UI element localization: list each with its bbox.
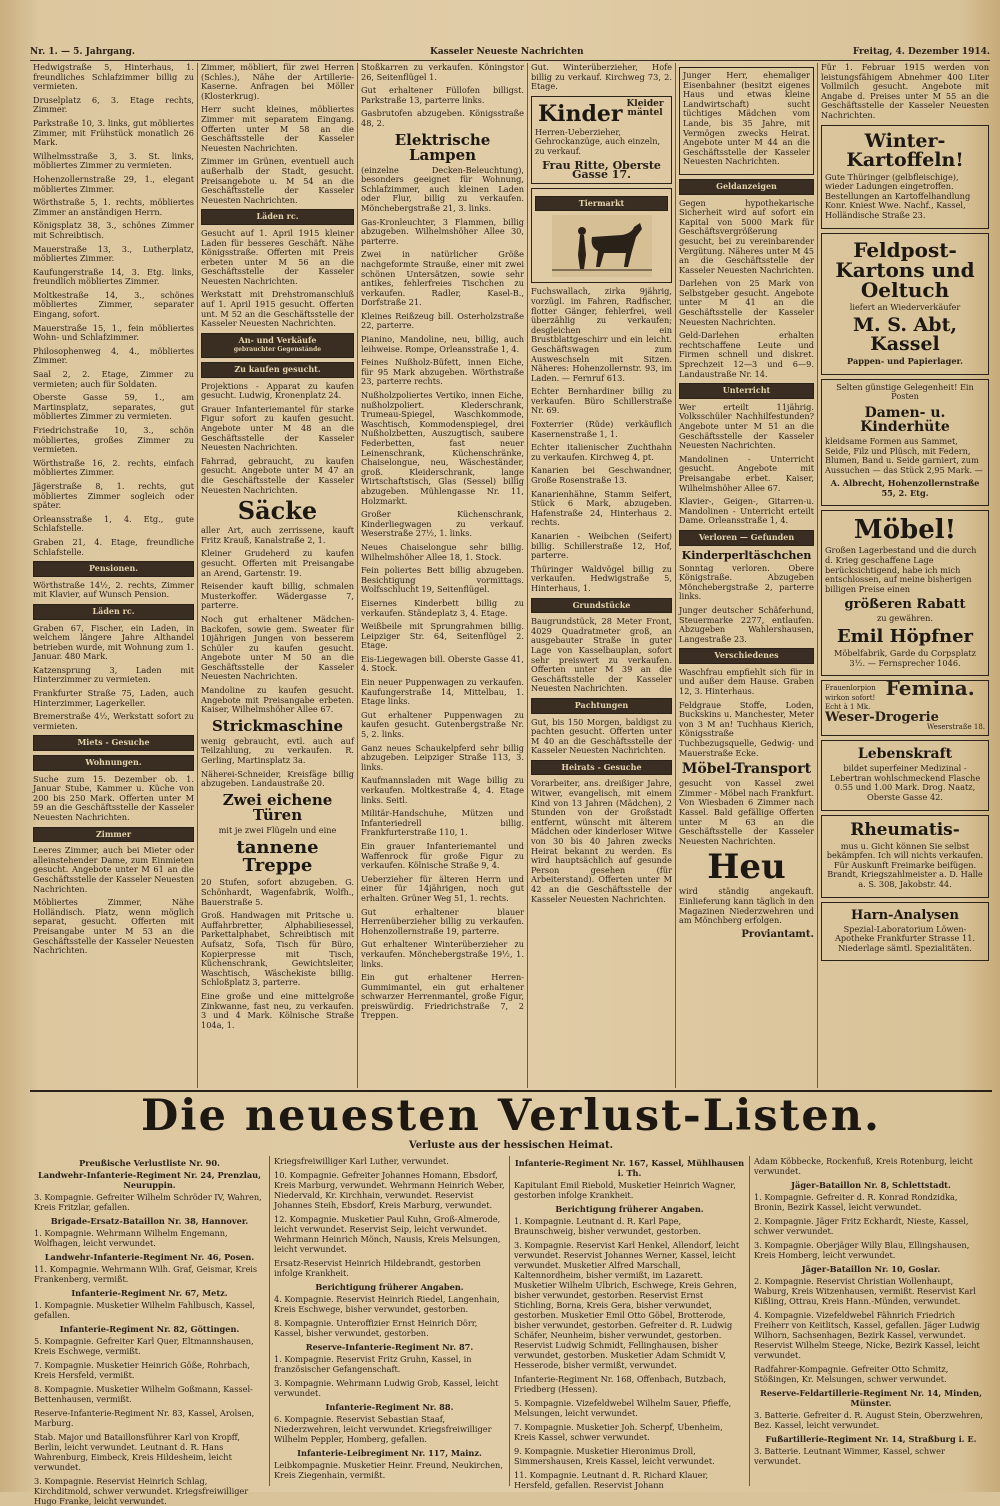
personal-ad-box	[679, 67, 814, 175]
casualty-entry: Adam Köbbecke, Rockenfuß, Kreis Rotenburg, leicht verwundet.	[754, 1156, 973, 1176]
classified-ad: Reisender kauft billig, schmalen Musterkoffer. Wädergasse 7, parterre.	[201, 581, 354, 611]
classified-ad: Vorarbeiter, ans. dreißiger Jahre, Witwer, evangelisch, mit einem Kind von 13 Jahren (Mädchen), 2 Stunden von der Großstadt entfernt, wünscht mit älterem Mädchen oder kinderloser Witwe von 30 bis 40 Jahren zwecks Heirat bekannt zu werden. Es wird hauptsächlich auf gesunde Person gesehen (für Arbeiterstand). Offerten unter M 42 an die Geschäftsstelle der Kasseler Neuesten Nachrichten.	[531, 778, 672, 904]
classified-ad: Baugrundstück, 28 Meter Front, 4029 Quadratmeter groß, an ausgebauter Straße in guter Lage von Kasselbauplan, sofort sehr preiswert zu verkaufen. Offerten unter M 39 an die Geschäftsstelle der Kasseler Neuesten Nachrichten.	[531, 616, 672, 694]
display-heading: Zwei eichene Türen	[222, 790, 333, 824]
classified-ad: Wilhelmsstraße 3, 3. St. links, möbliertes Zimmer zu vermieten.	[33, 150, 194, 171]
classified-ad: Gut erhaltener Winterüberzieher zu verkaufen. Mönchebergstraße 19½, 1. links.	[361, 939, 524, 969]
section-banner: Wohnungen.	[33, 755, 194, 771]
classified-ad: 20 Stufen, sofort abzugeben. G. Schönhardt, Wagenfabrik, Wolfh., Bauerstraße 5.	[201, 877, 354, 907]
unit-heading: Berichtigung früherer Angaben.	[315, 1282, 464, 1292]
classified-ad: Junger Herr, ehemaliger Eisenbahner (besitzt eigenes Haus und etwas kleine Landwirtschaft) sucht tüchtiges Mädchen vom Lande, bis 35 Jahre, mit Vermögen zwecks Heirat. Angebote unter M 44 an die Geschäftsstelle der Kasseler Neuesten Nachrichten.	[683, 70, 810, 167]
classified-ad: mit je zwei Flügeln und eine	[218, 824, 337, 835]
display-heading: M. S. Abt, Kassel	[853, 314, 957, 356]
section-banner: Läden rc.	[33, 604, 194, 620]
classified-ad: Ueberzieher für älteren Herrn und einer für 14jährigen, noch gut erhalten. Grüner Weg 51, 1. rechts.	[361, 873, 524, 903]
section-banner: Verloren — Gefunden	[679, 530, 814, 546]
unit-heading: Reserve-Feldartillerie-Regiment Nr. 14, Minden, Münster.	[760, 1388, 982, 1408]
banner-subtitle: gebrauchter Gegenstände	[233, 346, 322, 354]
classified-ad: Saal 2, 2. Etage, Zimmer zu vermieten; auch für Soldaten.	[33, 369, 194, 389]
classified-ad: Katzensprung 3, Laden mit Hinterzimmer zu vermieten.	[33, 664, 194, 685]
classified-ad: Großen Lagerbestand und die durch d. Krieg geschaffene Lage berücksichtigend, habe ich mich entschlossen, auf meine bisherigen billigen Preise einen	[825, 545, 977, 594]
classified-ad: Echter italienischer Zuchthahn zu verkaufen. Kirchweg 4, pt.	[531, 442, 672, 462]
unit-heading: Infanterie-Regiment Nr. 82, Göttingen.	[59, 1324, 240, 1334]
classified-ad: Kaufungerstraße 14, 3. Etg. links, freundlich möbliertes Zimmer.	[33, 266, 194, 287]
classified-ad: Graben 67, Fischer, ein Laden, in welchem längere Jahre Althandel betrieben wurde, mit Wohnung zum 1. Januar. 480 Mark.	[33, 622, 194, 662]
casualty-entry: Leibkompagnie. Musketier Heinr. Freund, Neukirchen, Kreis Ziegenhain, vermißt.	[274, 1460, 503, 1480]
casualty-entry: 2. Kompagnie. Reservist Christian Wollenhaupt, Waburg, Kreis Witzenhausen, vermißt. Reservist Karl Kißling, Ottrau, Kreis Hann.-Münden, verwundet.	[754, 1276, 976, 1306]
horse-icon	[552, 215, 652, 277]
classified-ad: Wörthstraße 5, 1. rechts, möbliertes Zimmer an anständigen Herrn.	[33, 197, 194, 217]
unit-heading: Landwehr-Infanterie-Regiment Nr. 24, Prenzlau, Neuruppin.	[38, 1170, 261, 1190]
classified-ad: Kleiner Grudeherd zu kaufen gesucht. Offerten mit Preisangabe an Arend, Gartenstr. 19.	[201, 548, 354, 578]
classified-ad: Bremerstraße 4½, Werkstatt sofort zu vermieten.	[33, 711, 194, 731]
classified-ad: Projektions - Apparat zu kaufen gesucht. Ludwig, Kronenplatz 24.	[201, 380, 354, 401]
classified-ad: (einzelne Decken-Beleuchtung), besonders geeignet für Wohnung, Schlafzimmer, auch kleinen Laden oder Flur, billig zu verkaufen. Mönchebergstraße 21, 3. links.	[361, 164, 524, 213]
classified-ad: Gute Thüringer (gelbfleischige), wieder Ladungen eingetroffen. Bestellungen an Kartoffelhandlung Konr. Kniest Wwe. Nachf., Kassel, Holländische Straße 23.	[825, 171, 971, 220]
classified-ad: kleidsame Formen aus Sammet, Seide, Filz und Plüsch, mit Federn, Blumen, Band u. Seide garniert, zum Aussuchen — das Stück 2,95 Mark. —	[825, 435, 983, 475]
casualty-entry: 4. Kompagnie. Vizefeldwebel Fähnrich Friedrich Freiherr von Keitlitsch, Kassel, gefallen. Jäger Ludwig Wilhorn, Sachsenhagen, Bezirk Kassel, verwundet. Reservist Wilhelm Steege, Nicke, Bezirk Kassel, leicht verwundet.	[754, 1310, 980, 1360]
lebertran-ad-box	[821, 740, 989, 810]
column-5	[676, 63, 818, 1088]
classified-ad: Oberste Gasse 59, 1., am Martinsplatz, separates, gut möbliertes Zimmer zu vermieten.	[33, 392, 194, 422]
classified-ad: Hedwigstraße 5, Hinterhaus, 1. freundliches Schlafzimmer billig zu vermieten.	[33, 62, 194, 92]
classified-ad: wenig gebraucht, evtl. auch auf Teilzahlung, zu verkaufen. R. Gerling, Martinsplatz 3a.	[201, 735, 354, 766]
ad-address: Frau Ritte, Oberste Gasse 17.	[542, 158, 661, 182]
display-heading: Winter-Kartoffeln!	[846, 129, 964, 171]
casualty-entry: 3. Batterie. Gefreiter d. R. August Stein, Oberzwehren, Bez. Kassel, leicht verwundet.	[754, 1410, 984, 1430]
classified-ad: gesucht von Kassel zwei Zimmer - Möbel nach Frankfurt. Von Wiesbaden 6 Zimmer nach Kassel. Bald gefällige Offerten unter M 63 an die Geschäftsstelle der Kasseler Neuesten Nachrichten.	[679, 778, 814, 846]
unit-heading: Jäger-Bataillon Nr. 8, Schlettstadt.	[791, 1180, 951, 1190]
classified-ad: Fahrrad, gebraucht, zu kaufen gesucht. Angebote unter M 47 an die Geschäftsstelle der Kasseler Neuesten Nachrichten.	[201, 455, 354, 495]
classified-ad: Fuchswallach, zirka 9jährig, vorzügl. im Fahren, Radfischer, flotter Gänger, fehlerfrei, weil überzählig zu verkaufen; desgleichen ein Brustblattgeschirr und ein leicht. Geschäftswagen zum Ausweschseln mit Sitzen. Näheres: Hohenzollernstr. 93, im Laden. — Fernruf 613.	[531, 286, 672, 383]
classified-ad: Eis-Liegewagen bill. Oberste Gasse 41, 4. Stock.	[361, 653, 524, 674]
casualty-entry: Ersatz-Reservist Heinrich Hildebrandt, gestorben infolge Krankheit.	[274, 1258, 481, 1278]
classified-ad: Wer erteilt 11jährig. Volksschüler Nachhilfestunden? Angebote unter M 51 an die Geschäftsstelle der Kasseler Neuesten Nachrichten.	[679, 401, 814, 451]
newspaper-title: Kasseler Neueste Nachrichten	[430, 47, 584, 57]
classified-ad: Gut, bis 150 Morgen, baldigst zu pachten gesucht. Offerten unter M 40 an die Geschäftsstelle der Kasseler Neuesten Nachrichten.	[531, 716, 672, 756]
display-subheading: Kleider mäntel	[626, 98, 664, 119]
classified-ad: aller Art, auch zerrissene, kauft Fritz Krauß, Kanalstraße 2, 1.	[201, 525, 354, 545]
section-banner: Pachtungen	[531, 698, 672, 714]
classified-ad: Möbelfabrik, Garde du Corpsplatz 3½. — Fernsprecher 1046.	[834, 648, 976, 668]
casualty-column-1	[30, 1156, 270, 1506]
section-banner: Miets - Gesuche	[33, 735, 194, 751]
tiermarkt-box	[531, 188, 672, 284]
classified-ad: Gasbrutofen abzugeben. Königsstraße 48, 2.	[361, 108, 524, 128]
kinder-ad-box	[531, 96, 672, 184]
casualty-entry: 12. Kompagnie. Musketier Paul Kuhn, Groß-Almerode, leicht verwundet. Reservist Seip, leicht verwundet. Wehrmann Heinrich Mönch, Nausis, Kreis Melsungen, leicht verwundet.	[274, 1214, 501, 1254]
casualty-column-4	[750, 1156, 992, 1486]
classified-ad: Möbliertes Zimmer, Nähe Holländisch. Platz, wenn möglich separat, gesucht. Offerten mit Preisangabe unter M 53 an die Geschäftsstelle der Kasseler Neuesten Nachrichten.	[33, 897, 194, 956]
classified-ad: Nußholzpoliertes Vertiko, innen Eiche, nußholzpoliert. Klederschrank, Trumeau-Spiegel, Waschkommode, Waschtisch, Kommodenspiegel, drei Nußholzbetten, Auszugtisch, saubere Federbetten, fast neuer Leinenschrank, Küchenschränke, Chaiselongue, neu, Wäscheständer, groß. Kleiderschrank, lange Wirtschaftstisch, Glas (Sessel) billig abzugeben. Mühlengasse Nr. 11, Holzmarkt.	[361, 390, 524, 506]
casualty-entry: 11. Kompagnie. Wehrmann Wilh. Graf, Geismar, Kreis Frankenberg, vermißt.	[34, 1264, 258, 1284]
classified-ad: Wörthstraße 14½, 2. rechts, Zimmer mit Klavier, auf Wunsch Pension.	[33, 579, 194, 600]
hut-ad-box	[821, 379, 989, 507]
casualty-entry: 9. Kompagnie. Musketier Hieronimus Droll, Simmershausen, Kreis Kassel, leicht verwundet.	[514, 1446, 715, 1466]
casualty-entry: 11. Kompagnie. Leutnant d. R. Richard Klauer, Hersfeld, gefallen. Reservist Johann	[514, 1470, 709, 1490]
issue-number: Nr. 1. — 5. Jahrgang.	[30, 47, 136, 57]
classified-ad: Werkstatt mit Drehstromanschluß auf 1. April 1915 gesucht. Offerten unt. M 52 an die Geschäftsstelle der Kasseler Neuesten Nachrichten.	[201, 289, 354, 329]
casualty-entry: 3. Kompagnie. Reservist Karl Henkel, Allendorf, leicht verwundet. Reservist Johannes Werner, Kassel, leicht verwundet. Musketier Alfred Marschall, Kaltennordheim, bisher vermißt, im Lazarett. Musketier Wilhelm Ulbrich, Eschwege, Kreis Gehren, bisher verwundet, gestorben. Reservist Ernst Stichling, Borna, Kreis Gera, bisher verwundet, gestorben. Musketier Emil Otto Göbel, Brotterode, bisher verwundet, gestorben. Gefreiter d. R. Ludwig Schäfer, Neunheim, bisher verwundet, gestorben. Reservist Ludwig Schmidt, Fellinghausen, bisher verwundet, gestorben. Musketier Adam Schmidt V, Hesserode, bisher vermißt, verwundet.	[514, 1240, 740, 1370]
classified-ad: Zwei in natürlicher Größe nachgeformte Strauße, einer mit zwei schönen Untersätzen, sowie sehr antikes, fehlerfreies Tischchen zu verkaufen. Radler, Kasel-B., Dorfstraße 21.	[361, 249, 524, 308]
unit-heading: Infanterie-Leibregiment Nr. 117, Mainz.	[297, 1448, 482, 1458]
casualty-entry: Infanterie-Regiment Nr. 168, Offenbach, Butzbach, Friedberg (Hessen).	[514, 1374, 727, 1394]
classified-ad: Philosophenweg 4, 4., möbliertes Zimmer.	[33, 345, 194, 366]
section-banner	[201, 333, 354, 358]
classified-ad: Ganz neues Schaukelpferd sehr billig abzugeben. Leipziger Straße 113, 3. links.	[361, 742, 524, 772]
classified-ad: Großer Küchenschrank, Kinderliegwagen zu verkauf. Weserstraße 27½, 1. links.	[361, 509, 524, 539]
section-banner: Pensionen.	[33, 561, 194, 577]
headline: Die neuesten Verlust-Listen.	[30, 1090, 992, 1140]
classified-ad: Pappen- und Papierlager.	[847, 356, 963, 367]
classified-ad: Königsplatz 38, 3., schönes Zimmer mit Schreibtisch.	[33, 220, 194, 240]
casualty-entry: 1. Kompagnie. Musketier Wilhelm Fahlbusch, Kassel, gefallen.	[34, 1300, 256, 1320]
classified-ad: Gas-Kronleuchter, 3 Flammen, billig abzugeben. Wilhelmshöher Allee 30, parterre.	[361, 216, 524, 246]
display-heading: Rheumatis-	[850, 819, 960, 840]
classified-ad: Pianino, Mandoline, neu, billig, auch leihweise. Rompe, Orleansstraße 1, 4.	[361, 334, 524, 354]
display-heading: Möbel!	[853, 515, 957, 546]
display-heading: Kinderperltäschchen	[681, 548, 812, 562]
column-6	[818, 63, 992, 1088]
display-heading: größeren Rabatt	[844, 597, 966, 613]
unit-heading: Brigade-Ersatz-Bataillon Nr. 38, Hannover.	[50, 1216, 249, 1226]
unit-heading: Landwehr-Infanterie-Regiment Nr. 46, Posen.	[44, 1252, 255, 1262]
display-heading: Lebenskraft	[857, 746, 953, 763]
classified-columns	[30, 63, 992, 1088]
casualty-entry: 4. Kompagnie. Reservist Heinrich Riedel, Langenhain, Kreis Eschwege, bisher verwundet, gestorben.	[274, 1294, 500, 1314]
casualty-entry: 1. Kompagnie. Reservist Fritz Gruhn, Kassel, in französischer Gefangenschaft.	[274, 1354, 472, 1374]
casualty-entry: 2. Kompagnie. Jäger Fritz Eckhardt, Nieste, Kassel, schwer verwundet.	[754, 1216, 969, 1236]
display-heading: Damen- u. Kinderhüte	[860, 404, 950, 435]
classified-ad: Gut erhaltener Puppenwagen zu kaufen gesucht. Gutenbergstraße Nr. 5, 2. links.	[361, 709, 524, 740]
classified-ad: Kanarien - Weibchen (Seifert) billig. Schillerstraße 12, Hof, parterre.	[531, 531, 672, 561]
unit-heading: Preußische Verlustliste Nr. 90.	[79, 1158, 220, 1168]
classified-ad: Eine große und eine mittelgroße Zinkwanne, fast neu, zu verkaufen. 3 und 4 Mark. Kölnische Straße 104a, 1.	[201, 990, 354, 1030]
casualty-list-columns	[30, 1156, 992, 1506]
classified-ad: bildet superfeiner Medizinal - Lebertran wohlschmeckend Flasche 0.55 und 1.00 Mark. Drog. Naatz, Oberste Gasse 42.	[829, 763, 981, 802]
classified-ad: Suche zum 15. Dezember ob. 1. Januar Stube, Kammer u. Küche von 200 bis 250 Mark. Offerten unter M 59 an die Geschäftsstelle der Kasseler Neuesten Nachrichten.	[33, 773, 194, 822]
section-banner: Läden rc.	[201, 209, 354, 225]
casualty-entry: 1. Kompagnie. Wehrmann Wilhelm Engemann, Wolfhagen, leicht verwundet.	[34, 1228, 228, 1248]
classified-ad: Thüringer Waldvögel billig zu verkaufen. Hedwigstraße 5, Hinterhaus, 1.	[531, 563, 672, 593]
unit-heading: Infanterie-Regiment Nr. 67, Metz.	[71, 1288, 228, 1298]
classified-ad: Gegen hypothekarische Sicherheit wird auf sofort ein Kapital von 5000 Mark für Geschäftsvergrößerung gesucht, bei zu vereinbarender Vergütung. Näheres unter M 45 an die Geschäftsstelle der Kasseler Neuesten Nachrichten.	[679, 197, 814, 275]
classified-ad: Neues Chaiselongue sehr billig. Wilhelmshöher Allee 18, 1. Stock.	[361, 541, 524, 562]
classified-ad: Druselplatz 6, 3. Etage rechts, Zimmer.	[33, 94, 194, 115]
classified-ad: Feldgraue Stoffe, Loden, Buckskins u. Manchester, Meter von 3 M an! Tuchhaus Kierich, Königsstraße Tuchbezugsquelle, Gedwig- und Mauerstraße Ecke.	[679, 699, 814, 758]
classified-ad: Gut. Winterüberzieher, Hofe billig zu verkauf. Kirchweg 73, 2. Etage.	[531, 62, 672, 92]
classified-ad: Leeres Zimmer, auch bei Mieter oder alleinstehender Dame, zum Einmieten gesucht. Angebote unter M 61 an die Geschäftsstelle der Kasseler Neuesten Nachrichten.	[33, 845, 194, 894]
column-4	[528, 63, 676, 1088]
unit-heading: Fußartillerie-Regiment Nr. 14, Straßburg i. E.	[765, 1434, 977, 1444]
classified-ad: zu gewähren.	[876, 613, 934, 624]
casualty-entry: 8. Kompagnie. Unteroffizier Ernst Heinrich Dörr, Kassel, bisher verwundet, gestorben.	[274, 1318, 478, 1338]
classified-ad: Mauerstraße 15, 1., fein möbliertes Wohn- und Schlafzimmer.	[33, 322, 194, 343]
classified-ad: Moltkestraße 14, 3., schönes möbliertes Zimmer, separater Eingang, sofort.	[33, 289, 194, 320]
section-banner: Tiermarkt	[535, 196, 668, 212]
classified-ad: Militär-Handschuhe, Mützen und Infanteriedrell billig. Frankfurterstraße 110, 1.	[361, 808, 524, 838]
classified-ad: Groß. Handwagen mit Pritsche u. Auffahrbretter, Alphabiliesessel, Parkettalphabet, Schreibtisch mit Aufsatz, Sofa, Tisch für Büro, Kopierpresse mit Tisch, Küchenschrank, Gewichtsleiter, Waschtisch, Wäschekiste billig. Schloßplatz 3, parterre.	[201, 910, 354, 988]
display-heading: Weser-Drogerie	[825, 710, 939, 725]
casualty-entry: 7. Kompagnie. Musketier Heinrich Göße, Rohrbach, Kreis Hersfeld, vermißt.	[34, 1360, 250, 1380]
casualty-entry: 5. Kompagnie. Gefreiter Karl Quer, Eltmannshausen, Kreis Eschwege, vermißt.	[34, 1336, 254, 1356]
casualty-entry: Kapitulant Emil Riebold, Musketier Heinrich Wagner, gestorben infolge Krankheit.	[514, 1180, 736, 1200]
unit-heading: Infanterie-Regiment Nr. 88.	[325, 1402, 454, 1412]
classified-ad: Fein poliertes Bett billig abzugeben. Besichtigung vormittags. Wolfsschlucht 19, Seitenflügel.	[361, 565, 524, 595]
display-heading: Harn-Analysen	[851, 907, 959, 923]
classified-ad: Spezial-Laboratorium Löwen-Apotheke Frankfurter Strasse 11. Niederlage sämtl. Spezialitäten.	[834, 923, 976, 953]
unit-heading: Berichtigung früherer Angaben.	[555, 1204, 704, 1214]
classified-ad: Herr sucht kleines, möbliertes Zimmer mit separatem Eingang. Offerten unter M 58 an die Geschäftsstelle der Kasseler Neuesten Nachrichten.	[201, 104, 354, 153]
classified-ad: Stoßkarren zu verkaufen. Köningstor 26, Seitenflügel 1.	[361, 62, 524, 82]
display-heading: Säcke	[237, 496, 318, 526]
classified-ad: Selten günstige Gelegenheit! Ein Posten	[836, 381, 974, 402]
casualty-column-3	[510, 1156, 750, 1490]
classified-ad: mus u. Gicht können Sie selbst bekämpfen. Ich will nichts verkaufen. Für Auskunft Freimarke beifügen. Brandt, Kriegszahlmeister a. D. Halle a. S. 308, Jakobstr. 44.	[826, 840, 984, 889]
classified-ad: Graben 21, 4. Etage, freundliche Schlafstelle.	[33, 536, 194, 557]
classified-ad: wird ständig angekauft. Einlieferung kann täglich in den Magazinen Niederzwehren und am Mönchberg erfolgen.	[679, 886, 814, 926]
casualty-entry: 10. Kompagnie. Gefreiter Johannes Homann, Ebsdorf, Kreis Marburg, verwundet. Wehrmann Heinrich Weber, Niedervald, Kr. Kirchhain, verwundet. Reservist Johannes Steih, Ebsdorf, Kreis Marburg, verwundet.	[274, 1170, 505, 1210]
casualty-entry: Reserve-Infanterie-Regiment Nr. 83, Kassel, Arolsen, Marburg.	[34, 1408, 255, 1428]
classified-ad: Näherei-Schneider, Kreisfäge billig abzugeben. Landaustraße 20.	[201, 768, 354, 789]
classified-ad: Hohenzollernstraße 29, 1., elegant möbliertes Zimmer.	[33, 173, 194, 194]
section-banner: Unterricht	[679, 383, 814, 399]
casualty-entry: 3. Kompagnie. Oberjäger Willy Blau, Ellingshausen, Kreis Homberg, leicht verwundet.	[754, 1240, 970, 1260]
classified-ad: Mandolinen - Unterricht gesucht. Angebote mit Preisangabe erbet. Kaiser, Wilhelmshöher Allee 67.	[679, 453, 814, 493]
classified-ad: Für 1. Februar 1915 werden von leistungsfähigem Abnehmer 400 Liter Vollmilch gesucht. Angebote mit Angabe d. Preises unter M 55 an die Geschäftsstelle der Kasseler Neuesten Nachrichten.	[821, 62, 989, 120]
display-heading: Elektrische Lampen	[394, 130, 491, 164]
display-heading: Heu	[707, 847, 786, 888]
classified-ad: Mauerstraße 13, 3., Lutherplatz, möbliertes Zimmer.	[33, 243, 194, 264]
classified-ad: Geld-Darlehen erhalten rechtschaffene Leute und Firmen schnell und diskret. Sprechzeit 12—3 und 6—9. Landaustraße Nr. 14.	[679, 330, 814, 379]
classified-ad: Klavier-, Geigen-, Gitarren-u. Mandolinen - Unterricht erteilt Dame. Orleansstraße 1, 4.	[679, 496, 814, 526]
classified-ad: Wörthstraße 16, 2. rechts, einfach möbliertes Zimmer.	[33, 457, 194, 478]
classified-ad: Echter Bernhardiner billig zu verkaufen. Büro Schillerstraße Nr. 69.	[531, 386, 672, 416]
casualty-entry: Stab. Major und Bataillonsführer Karl von Kropff, Berlin, leicht verwundet. Leutnant d. R. Hans Wahrenburg, Eimbeck, Kreis Hildesheim, leicht verwundet.	[34, 1432, 240, 1472]
section-banner: Verschiedenes	[679, 648, 814, 664]
classified-ad: Herren-Ueberzieher, Gehrockanzüge, auch einzeln, zu verkauf.	[535, 126, 661, 156]
casualty-entry: 3. Kompagnie. Reservist Heinrich Schlag, Kirchditmold, schwer verwundet. Kriegsfreiwilliger Hugo Franke, leicht verwundet.	[34, 1476, 249, 1506]
classified-ad: liefert an Wiederverkäufer	[849, 301, 961, 312]
section-banner: Geldanzeigen	[679, 179, 814, 195]
classified-ad: Gesucht auf 1. April 1915 kleiner Laden für besseres Geschäft. Nähe Königsstraße. Offerten mit Preis erbeten unter M 56 an die Geschäftsstelle der Kasseler Neuesten Nachrichten.	[201, 227, 354, 286]
casualty-entry: 1. Kompagnie. Gefreiter d. R. Konrad Rondzidka, Bronin, Bezirk Kassel, leicht verwundet.	[754, 1192, 958, 1212]
ad-address: A. Albrecht, Hohenzollernstraße 55, 2. Etg.	[830, 478, 980, 498]
display-heading: Strickmaschine	[211, 716, 344, 735]
femina-ad-box	[821, 676, 989, 736]
casualty-entry: 8. Kompagnie. Musketier Wilhelm Goßmann, Kassel-Bettenhausen, vermißt.	[34, 1384, 253, 1404]
classified-ad: Noch gut erhaltener Mädchen-Backofen, sowie gem. Sweater für 10jährigen Jungen von besserem Schüler zu kaufen gesucht. Angebote unter M 50 an die Geschäftsstelle der Kasseler Neuesten Nachrichten.	[201, 613, 354, 682]
casualty-entry: 7. Kompagnie. Musketier Joh. Scherpf, Ubenheim, Kreis Kassel, schwer verwundet.	[514, 1422, 723, 1442]
harn-ad-box	[821, 902, 989, 962]
display-heading: Emil Höpfner	[836, 626, 974, 648]
classified-ad: Ein gut erhaltener Herren-Gummimantel, ein gut erhaltener schwarzer Herrenmantel, große Figur, preiswürdig. Friedrichstraße 7, 2 Treppen.	[361, 972, 524, 1021]
classified-ad: Parkstraße 10, 3. links, gut möbliertes Zimmer, mit Frühstück monatlich 26 Mark.	[33, 117, 194, 148]
classified-ad: Jägerstraße 8, 1. rechts, gut möbliertes Zimmer sogleich oder später.	[33, 480, 194, 511]
classified-ad: Junger deutscher Schäferhund, Steuermarke 2277, entlaufen. Abzugeben Wahlershausen, Langestraße 23.	[679, 604, 814, 644]
casualty-entry: 5. Kompagnie. Vizefeldwebel Wilhelm Sauer, Pfieffe, Melsungen, leicht verwundet.	[514, 1398, 732, 1418]
kartoffel-ad-box	[821, 125, 989, 229]
classified-ad: Grauer Infanteriemantel für starke Figur sofort zu kaufen gesucht. Angebote unter M 48 an die Geschäftsstelle der Kasseler Neuesten Nachrichten.	[201, 403, 354, 453]
classified-ad: Frauenlorpion wirkon sofort! Echt à 1 Mk.	[825, 684, 876, 712]
casualty-entry: Kriegsfreiwilliger Karl Luther, verwundet.	[274, 1156, 449, 1166]
classified-ad: Ein grauer Infanteriemantel und Waffenrock für große Figur zu verkaufen. Kölnische Straße 9, 4.	[361, 840, 524, 871]
subheadline: Verluste aus der hessischen Heimat.	[408, 1140, 614, 1151]
classified-ad: Mandoline zu kaufen gesucht. Angebote mit Preisangabe erbeten. Kaiser, Wilhelmshöher Allee 67.	[201, 685, 354, 715]
column-3	[358, 63, 528, 1088]
classified-ad: Zimmer im Grünen, eventuell auch außerhalb der Stadt, gesucht. Preisangebote u. M 54 an die Geschäftsstelle der Kasseler Neuesten Nachrichten.	[201, 156, 354, 205]
section-banner: Heirats - Gesuche	[531, 760, 672, 776]
feldpost-ad-box	[821, 233, 989, 375]
section-banner: Grundstücke	[531, 598, 672, 614]
ad-address: Weserstraße 18.	[927, 722, 985, 731]
casualty-entry: Radfahrer-Kompagnie. Gefreiter Otto Schmitz, Stößingen, Kr. Melsungen, schwer verwundet.	[754, 1364, 949, 1384]
casualty-entry: 6. Kompagnie. Reservist Sebastian Staaf, Niederzwehren, leicht verwundet. Kriegsfreiwilliger Wilhelm Peppler, Homberg, gefallen.	[274, 1414, 492, 1444]
section-banner: Zimmer	[33, 827, 194, 843]
classified-ad: Kanarienhähne, Stamm Seifert, Stück 6 Mark, abzugeben. Hafenstraße 24, Hinterhaus 2. rechts.	[531, 488, 672, 528]
casualty-entry: 3. Kompagnie. Wehrmann Ludwig Grob, Kassel, leicht verwundet.	[274, 1378, 499, 1398]
classified-ad: Darlehen von 25 Mark von Selbstgeber gesucht. Angebote unter M 41 an die Geschäftsstelle der Kasseler Neuesten Nachrichten.	[679, 278, 814, 327]
masthead	[30, 46, 990, 61]
unit-heading: Jäger-Bataillon Nr. 10, Goslar.	[801, 1264, 941, 1274]
classified-ad: Waschfrau empfiehlt sich für in und außer dem Hause. Graben 12, 3. Hinterhaus.	[679, 666, 814, 697]
rheuma-ad-box	[821, 815, 989, 898]
casualty-column-2	[270, 1156, 510, 1486]
display-heading: Feldpost-Kartons und Oeltuch	[835, 237, 975, 302]
display-heading: Möbel-Transport	[681, 761, 812, 778]
classified-ad: Kleines Reißzeug bill. Osterholzstraße 22, parterre.	[361, 310, 524, 331]
issue-date: Freitag, 4. Dezember 1914.	[852, 47, 990, 57]
classified-ad: Frankfurter Straße 75, Laden, auch Hinterzimmer, Lagerkeller.	[33, 688, 194, 708]
classified-ad: Friedrichstraße 10, 3., schön möbliertes, großes Zimmer zu vermieten.	[33, 425, 194, 455]
classified-ad: Foxterrier (Rüde) verkäuflich Kasernenstraße 1, 1.	[531, 419, 672, 439]
unit-heading: Infanterie-Regiment Nr. 167, Kassel, Mühlhausen i. Th.	[514, 1158, 745, 1178]
unit-heading: Reserve-Infanterie-Regiment Nr. 87.	[305, 1342, 474, 1352]
classified-ad: Sonntag verloren. Obere Königstraße. Abzugeben Mönchebergstraße 2, parterre links.	[679, 562, 814, 602]
casualty-entry: 3. Kompagnie. Gefreiter Wilhelm Schröder IV, Wahren, Kreis Fritzlar, gefallen.	[34, 1192, 262, 1212]
casualty-entry: 3. Batterie. Leutnant Wimmer, Kassel, schwer verwundet.	[754, 1446, 945, 1466]
classified-ad: Feines Nußholz-Büfett, innen Eiche, für 95 Mark abzugeben. Wörthstraße 23, parterre rechts.	[361, 357, 524, 387]
classified-ad: Gut erhaltener blauer Herrenüberzieher billig zu verkaufen. Hohenzollernstraße 19, parterre.	[361, 906, 524, 936]
classified-ad: Kanarien bei Geschwandner, Große Rosenstraße 13.	[531, 465, 672, 486]
column-2	[198, 63, 358, 1088]
column-1	[30, 63, 198, 1088]
display-heading: tannene Treppe	[236, 837, 319, 877]
classified-ad: Gut erhaltener Füllofen billigst. Parkstraße 13, parterre links.	[361, 85, 524, 105]
classified-ad: Eisernes Kinderbett billig zu verkaufen. Ständeplatz 3, 4. Etage.	[361, 597, 524, 618]
ad-signature: Proviantamt.	[741, 928, 814, 940]
display-heading: Kinder	[537, 100, 623, 127]
classified-ad: Zimmer, möbliert, für zwei Herren (Schles.), Nähe der Artillerie-Kaserne. Anfragen bei Möller (Klosterkrug).	[201, 62, 354, 101]
section-banner: Zu kaufen gesucht.	[201, 362, 354, 378]
moebel-ad-box	[821, 510, 989, 676]
classified-ad: Orleansstraße 1, 4. Etg., gute Schlafstelle.	[33, 513, 194, 534]
display-heading: Femina.	[885, 676, 975, 701]
classified-ad: Ein neuer Puppenwagen zu verkaufen. Kaufungerstraße 14, Mittelbau, 1. Etage links.	[361, 677, 524, 707]
classified-ad: Kaufmannsladen mit Wage billig zu verkaufen. Moltkestraße 4, 4. Etage links. Seitl.	[361, 775, 524, 805]
banner-title: An- und Verkäufe	[238, 334, 317, 345]
classified-ad: Weißbeile mit Sprungrahmen billig. Leipziger Str. 64, Seitenflügel 2. Etage.	[361, 621, 524, 651]
casualty-entry: 1. Kompagnie. Leutnant d. R. Karl Pape, Braunschweig, bisher verwundet, gestorben.	[514, 1216, 701, 1236]
